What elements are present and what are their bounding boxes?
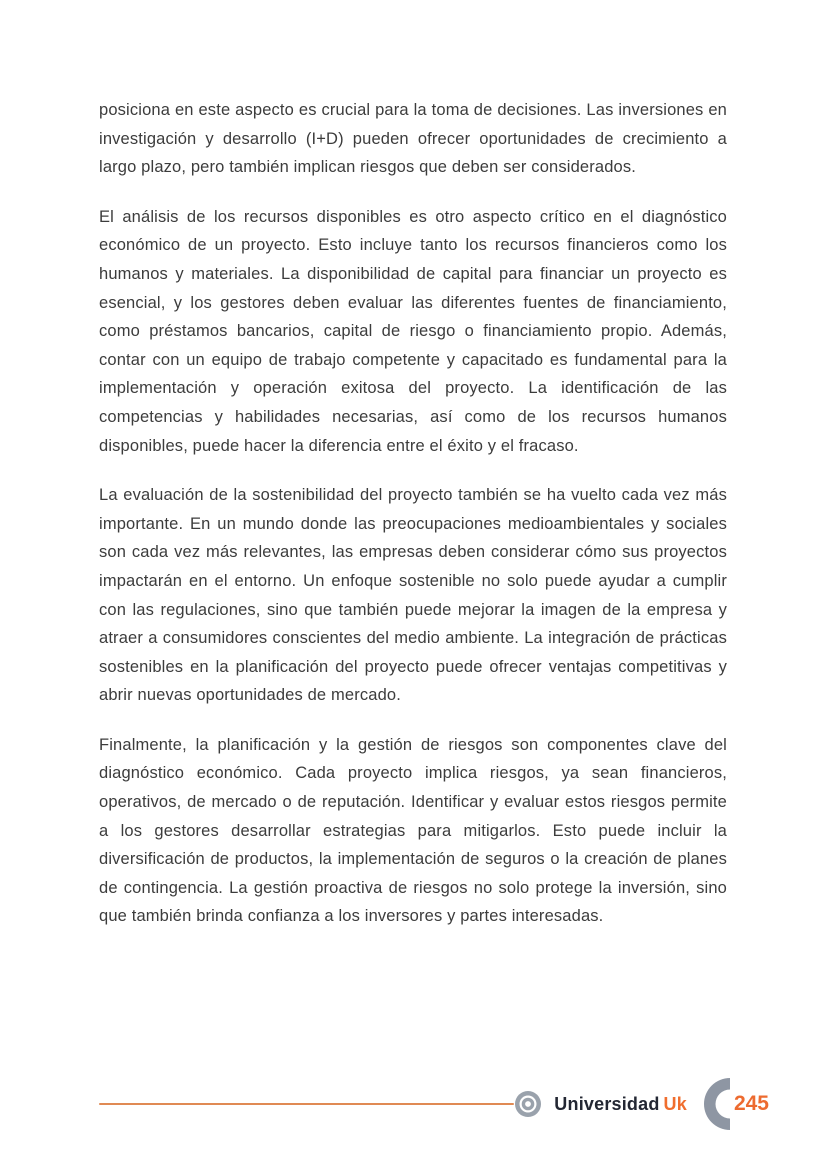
paragraph-1: posiciona en este aspecto es crucial para la toma de decisiones. Las inversiones en investigación y desarrollo (I+D) pueden ofrecer oportunidades de crecimiento a largo plazo, pero también implican riesgos que deben ser considerados. [99,101,727,177]
brand-name: Universidad [554,1093,660,1114]
page-footer [99,1076,769,1132]
footer-divider-line [99,1103,514,1105]
paragraph-3: La evaluación de la sostenibilidad del proyecto también se ha vuelto cada vez más importante. En un mundo donde las preocupaciones medioambientales y sociales son cada vez más relevantes, las empresas deben considerar cómo sus proyectos impactarán en el entorno. Un enfoque sostenible no solo puede ayudar a cumplir con las regulaciones, sino que también puede mejorar la imagen de la empresa y atraer a consumidores conscientes del medio ambiente. La integración de prácticas sostenibles en la planificación del proyecto puede ofrecer ventajas competitivas y abrir nuevas oportunidades de mercado. [99,486,727,705]
paragraph-2: El análisis de los recursos disponibles es otro aspecto crítico en el diagnóstico económico de un proyecto. Esto incluye tanto los recursos financieros como los humanos y materiales. La disponibilidad de capital para financiar un proyecto es esencial, y los gestores deben evaluar las diferentes fuentes de financiamiento, como préstamos bancarios, capital de riesgo o financiamiento propio. Además, contar con un equipo de trabajo competente y capacitado es fundamental para la implementación y operación exitosa del proyecto. La identificación de las competencias y habilidades necesarias, así como de los recursos humanos disponibles, puede hacer la diferencia entre el éxito y el fracaso. [99,207,727,455]
target-ring-icon [515,1091,541,1117]
brand-suffix: Uk [663,1093,687,1114]
paragraph-4: Finalmente, la planificación y la gestión de riesgos son componentes clave del diagnóstico económico. Cada proyecto implica riesgos, ya sean financieros, operativos, de mercado o de reputación. Identificar y evaluar estos riesgos permite a los gestores desarrollar estrategias para mitigarlos. Esto puede incluir la diversificación de productos, la implementación de seguros o la creación de planes de contingencia. La gestión proactiva de riesgos no solo protege la inversión, sino que también brinda confianza a los inversores y partes interesadas. [99,735,727,926]
crescent-icon [701,1076,731,1132]
page-body [99,96,727,952]
brand-logo [554,1094,687,1115]
page-number: 245 [733,1092,769,1115]
